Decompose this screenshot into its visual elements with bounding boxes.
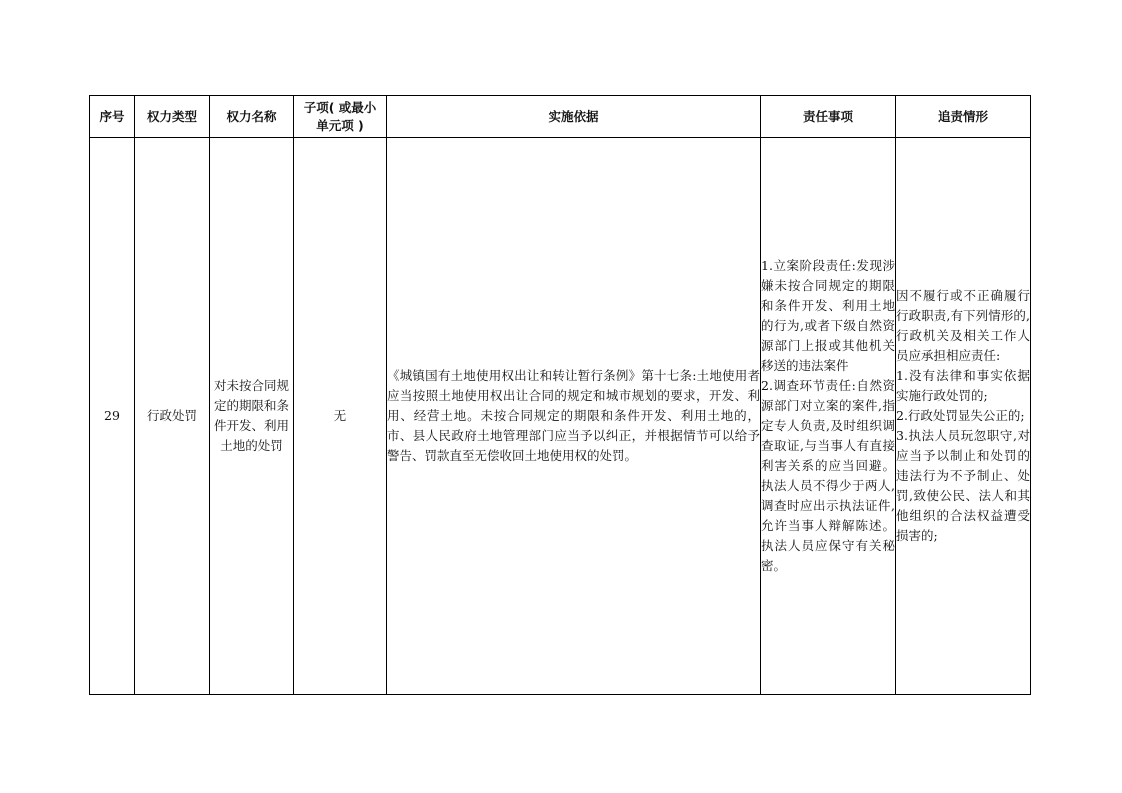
cell-duties: 1.立案阶段责任:发现涉嫌未按合同规定的期限和条件开发、利用土地的行为,或者下级自然资源部门上报或其他机关移送的违法案件 2.调查环节责任:自然资源部门对立案的案件,指定专人负责,及时组织调查取证,与当事人有直接利害关系的应当回避。执法人员不得少于两人,调查时应出示执法证件,允许当事人辩解陈述。执法人员应保守有关秘密。 bbox=[761, 138, 896, 695]
power-list-table bbox=[89, 95, 1031, 695]
header-basis: 实施依据 bbox=[387, 96, 761, 138]
header-power-name: 权力名称 bbox=[210, 96, 294, 138]
header-power-type: 权力类型 bbox=[135, 96, 210, 138]
cell-power-type: 行政处罚 bbox=[135, 138, 210, 695]
cell-power-name: 对未按合同规定的期限和条件开发、利用土地的处罚 bbox=[210, 138, 294, 695]
table-header-row bbox=[90, 96, 1031, 138]
cell-accountability: 因不履行或不正确履行行政职责,有下列情形的,行政机关及相关工作人员应承担相应责任: 1.没有法律和事实依据实施行政处罚的; 2.行政处罚显失公正的; 3.执法人员玩忽职守,对应当予以制止和处罚的违法行为不予制止、处罚,致使公民、法人和其他组织的合法权益遭受损害的; bbox=[896, 138, 1031, 695]
cell-seq: 29 bbox=[90, 138, 135, 695]
header-seq: 序号 bbox=[90, 96, 135, 138]
header-duties: 责任事项 bbox=[761, 96, 896, 138]
header-sub-item: 子项( 或最小 单元项 ) bbox=[294, 96, 387, 138]
header-accountability: 追责情形 bbox=[896, 96, 1031, 138]
cell-basis: 《城镇国有土地使用权出让和转让暂行条例》第十七条:土地使用者应当按照土地使用权出让合同的规定和城市规划的要求，开发、利用、经营土地。未按合同规定的期限和条件开发、利用土地的，市、县人民政府土地管理部门应当予以纠正，并根据情节可以给予警告、罚款直至无偿收回土地使用权的处罚。 bbox=[387, 138, 761, 695]
table-row bbox=[90, 138, 1031, 695]
cell-sub-item: 无 bbox=[294, 138, 387, 695]
